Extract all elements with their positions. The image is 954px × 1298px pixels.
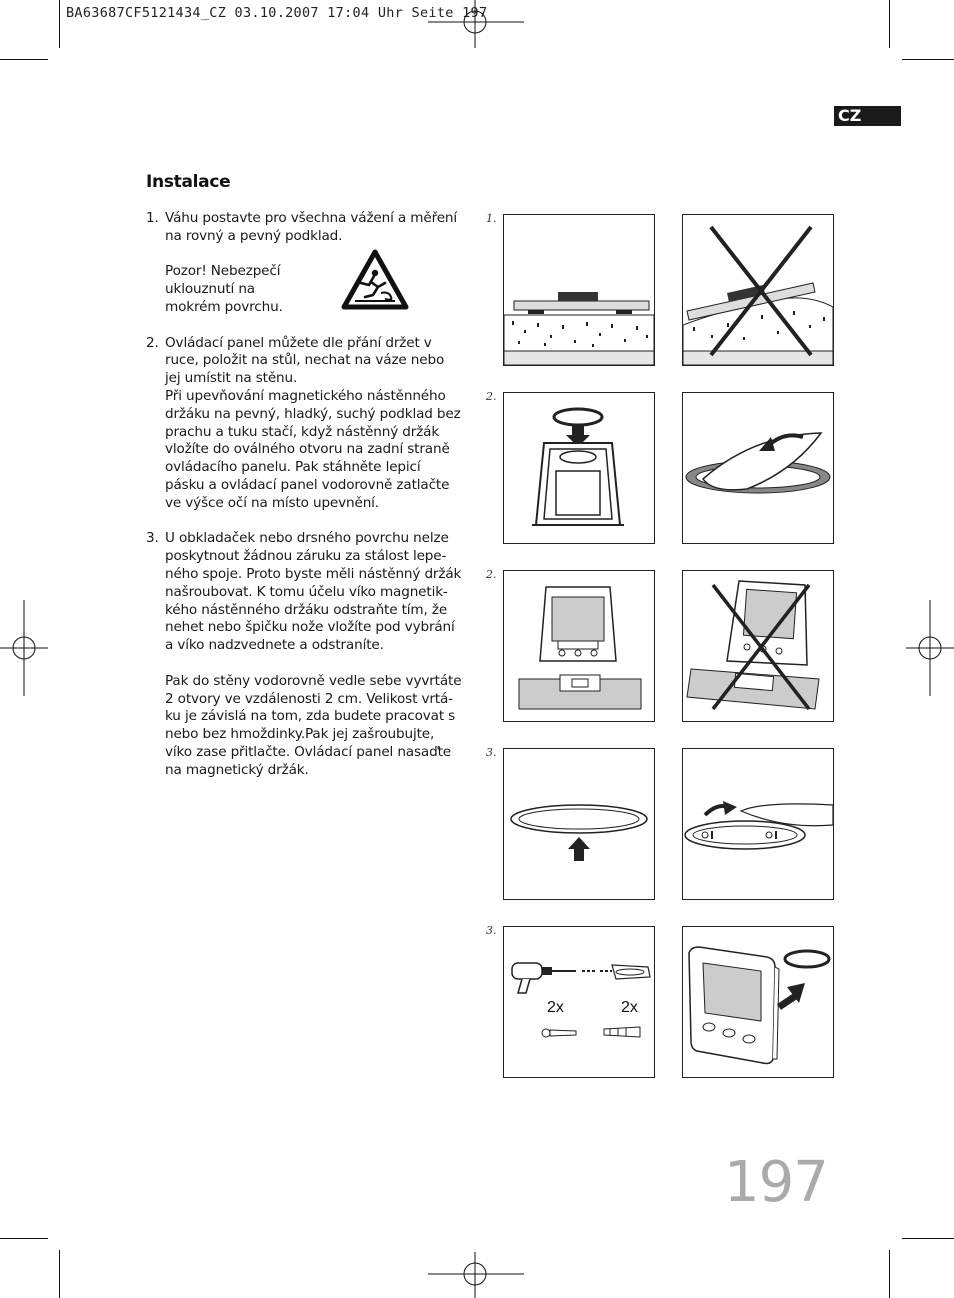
crop-mark (889, 0, 890, 48)
language-tab: CZ (834, 106, 901, 126)
figure-peel-adhesive-tape (682, 392, 834, 544)
registration-mark-left (0, 600, 48, 696)
figure-label: 2. (486, 568, 497, 581)
crop-mark (0, 1238, 48, 1239)
step-text: Ovládací panel můžete dle přání držet v ruce, položit na stůl, nechat na váze nebo jej umístit na stěnu. Při upevňování magnetického nástěnného držáku na pevný, hladký, suchý podklad bez prachu a tuku stačí, když nástěnný držák vložíte do oválného otvoru na zadní straně ovládacího panelu. Pak stáhněte lepicí pásku a ovládací panel vodorovně zatlačte ve výšce očí na místo upevnění. (165, 334, 461, 511)
section-title: Instalace (146, 172, 231, 192)
dowels-count-label: 2x (621, 999, 638, 1016)
figure-oval-holder-lift-lid (503, 748, 655, 900)
crop-mark (902, 1238, 954, 1239)
figure-insert-magnet-holder (503, 392, 655, 544)
figure-mount-tilted-crossed (682, 570, 834, 722)
instructions-column (146, 210, 476, 797)
figure-scale-on-soft-carpet-crossed (682, 214, 834, 366)
registration-mark-right (906, 600, 954, 696)
step-1 (146, 210, 476, 246)
step-number: 2. (146, 334, 159, 351)
step-2 (146, 335, 476, 513)
figure-remove-lid-holes (682, 748, 834, 900)
slippery-surface-warning-icon (341, 249, 409, 311)
warning-text: Pozor! Nebezpečí uklouznutí na mokrém povrchu. (165, 263, 283, 315)
crop-mark (902, 59, 954, 60)
step-number: 3. (146, 530, 159, 547)
registration-mark-bottom (428, 1252, 524, 1298)
figure-scale-on-firm-floor (503, 214, 655, 366)
print-header: BA63687CF5121434_CZ 03.10.2007 17:04 Uhr Seite 197 (66, 5, 488, 21)
figure-label: 1. (486, 212, 497, 225)
step-text: Váhu postavte pro všechna vážení a měření na rovný a pevný podklad. (165, 210, 458, 244)
crop-mark (59, 1250, 60, 1298)
figure-label: 3. (486, 924, 497, 937)
crop-mark (59, 0, 60, 48)
figure-label: 3. (486, 746, 497, 759)
screws-count-label: 2x (547, 999, 564, 1016)
step-text: Pak do stěny vodorovně vedle sebe vyvrtáte 2 otvory ve vzdálenosti 2 cm. Velikost vrtá- ku je závislá na tom, zda budete pracovat s nebo bez hmoždinky.Pak jej zašroubujte, víko zase přitlačte. Ovládací panel nasaďte na magnetický držák. (165, 672, 462, 778)
step-3 (146, 530, 476, 655)
step-3-continued (146, 673, 476, 780)
figure-attach-panel-to-holder (682, 926, 834, 1078)
crop-mark (0, 59, 48, 60)
figure-label: 2. (486, 390, 497, 403)
warning-note (146, 263, 476, 316)
step-text: U obkladaček nebo drsného povrchu nelze poskytnout žádnou záruku za stálost lepe- ného spoje. Proto byste měli nástěnný držák našroubovat. K tomu účelu víko magnetik- kého nástěnného držáku odstraňte tím, že nehet nebo špičku nože vložíte pod vybrání a víko nadzvednete a odstraníte. (165, 530, 462, 654)
figure-mount-horizontally (503, 570, 655, 722)
crop-mark (889, 1250, 890, 1298)
page-number: 197 (724, 1150, 828, 1215)
step-number: 1. (146, 210, 159, 226)
